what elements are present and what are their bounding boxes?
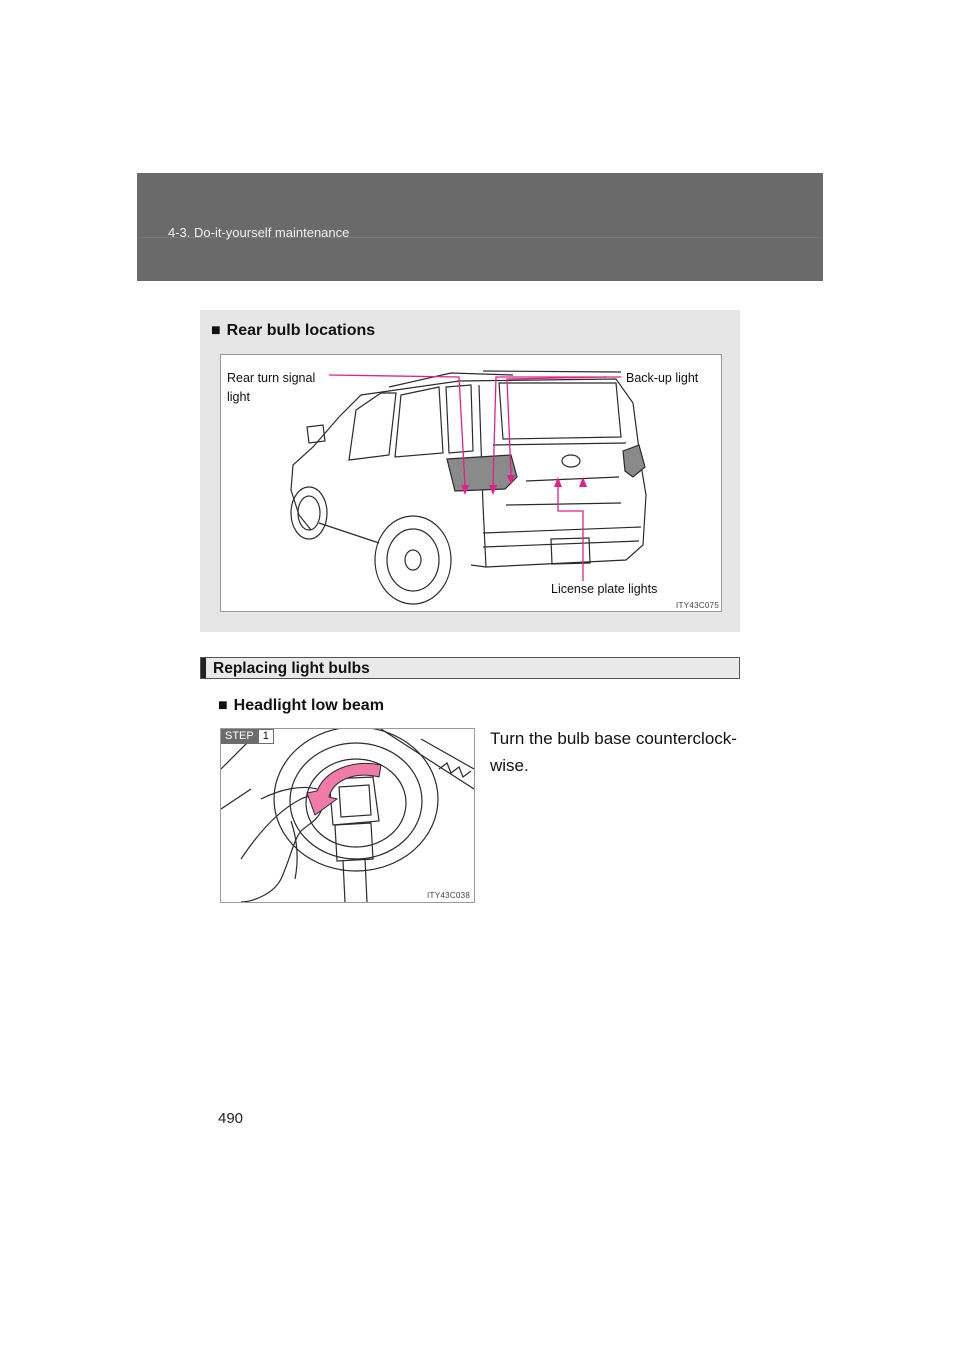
license-plate-lights-label: License plate lights — [551, 582, 658, 596]
step-number: 1 — [258, 729, 274, 744]
rear-bulb-figure — [220, 354, 722, 612]
replacing-light-bulbs-section-bar — [200, 657, 740, 679]
rear-turn-signal-label-line2: light — [227, 390, 250, 404]
square-bullet-icon: ■ — [218, 697, 228, 714]
backup-light-label: Back-up light — [626, 371, 699, 385]
header-section-title: 4-3. Do-it-yourself maintenance — [168, 225, 350, 240]
headlight-low-beam-heading — [218, 697, 384, 715]
step-1-instruction: Turn the bulb base counterclock-wise. — [490, 729, 737, 775]
step-1-figure — [220, 728, 475, 903]
step-badge — [221, 729, 274, 744]
step-label: STEP — [221, 729, 258, 744]
square-bullet-icon: ■ — [211, 322, 221, 339]
page-number: 490 — [218, 1110, 244, 1127]
rear-turn-signal-label-line1: Rear turn signal — [227, 371, 316, 385]
rear-bulb-locations-title-text: Rear bulb locations — [226, 322, 376, 339]
rear-turn-signal-label — [227, 369, 315, 407]
bulb-base-illustration — [221, 729, 474, 902]
replacing-light-bulbs-title: Replacing light bulbs — [213, 660, 370, 677]
step-figure-code: ITY43C038 — [427, 891, 471, 900]
page-header — [137, 173, 823, 281]
rear-bulb-locations-title — [211, 322, 375, 340]
headlight-low-beam-heading-text: Headlight low beam — [233, 697, 384, 714]
rear-figure-code: ITY43C075 — [676, 601, 720, 610]
